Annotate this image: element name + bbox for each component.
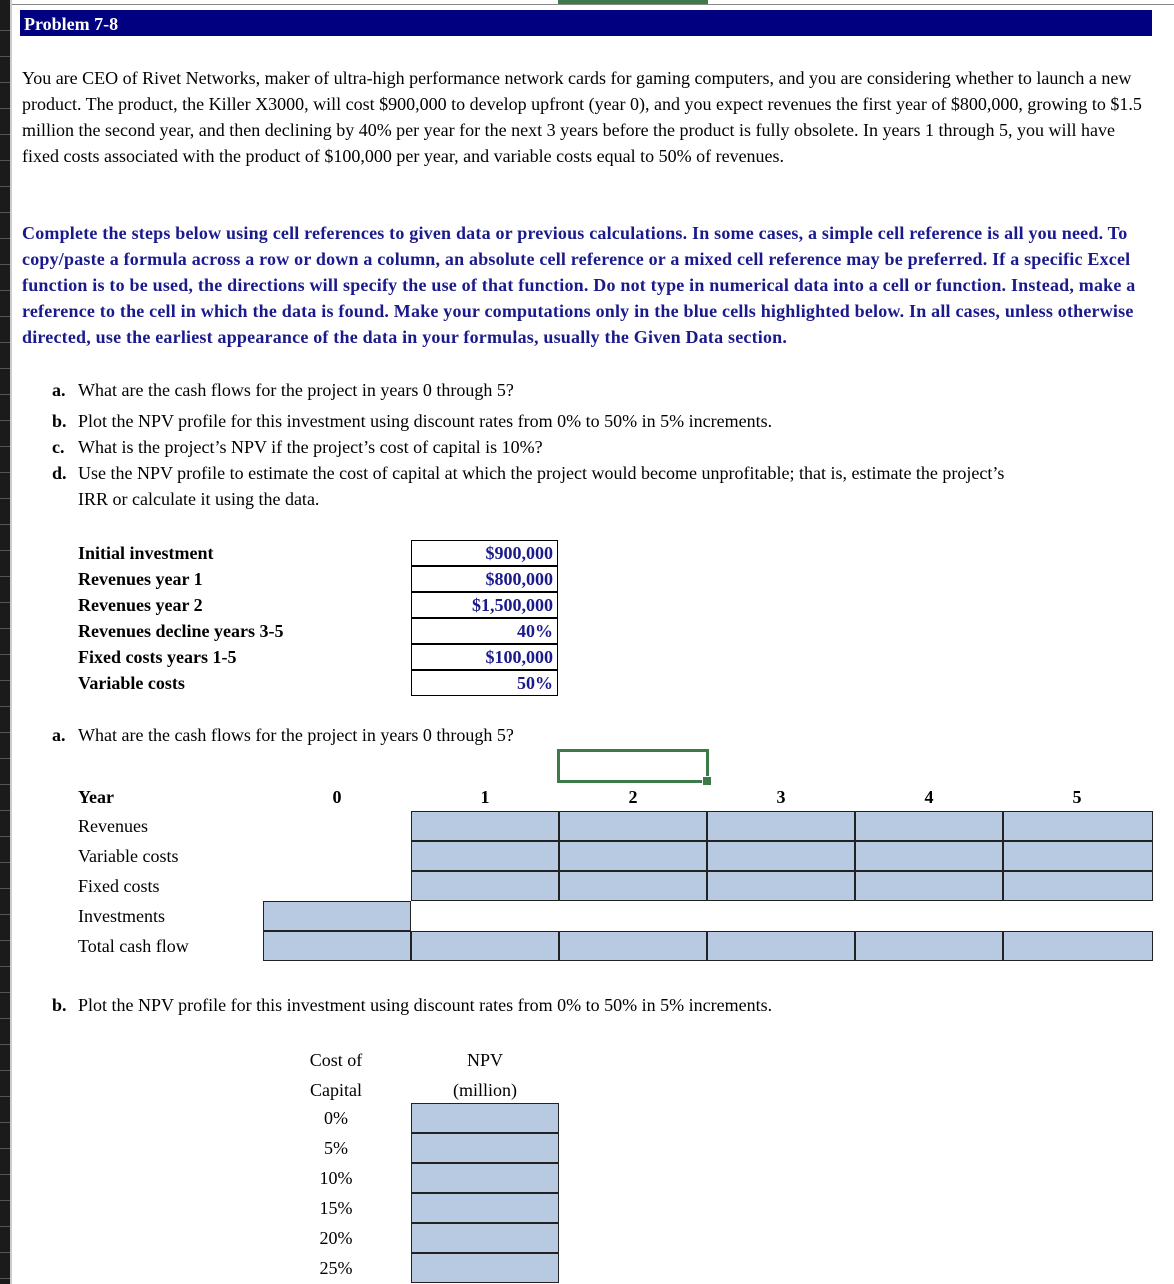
input-cell[interactable] — [1003, 871, 1153, 901]
q-letter: b. — [52, 411, 67, 431]
rate-label: 15% — [319, 1198, 353, 1218]
year-header: 1 — [480, 787, 490, 807]
rate-label: 25% — [319, 1258, 353, 1278]
input-cell[interactable] — [707, 811, 855, 841]
header-line: NPV — [466, 1050, 503, 1070]
input-cell[interactable] — [855, 811, 1003, 841]
instructions-paragraph: Complete the steps below using cell references to given data or previous calculations. In some cases, a simple cell reference is all you need. To copy/paste a formula across a row or down a column, an absolute cell reference or a mixed cell reference may be preferred. If a specific Excel function is to be used, the directions will specify the use of that function. Do not type in numerical data into a cell or function. Instead, make a reference to the cell in which the data is found. Make your computations only in the blue cells highlighted below. In all cases, unless otherwise directed, use the earliest appearance of the data in your formulas, usually the Given Data section. — [22, 223, 1136, 347]
year-header: 5 — [1072, 787, 1082, 807]
input-cell[interactable] — [707, 841, 855, 871]
given-value[interactable]: $1,500,000 — [411, 592, 558, 618]
given-value[interactable]: $100,000 — [411, 644, 558, 670]
npv-input-cell[interactable] — [411, 1163, 559, 1193]
input-cell[interactable] — [263, 931, 411, 961]
year-label: Year — [78, 787, 114, 807]
q-text: Use the NPV profile to estimate the cost of capital at which the project would become unprofitable; that is, estimate the project’s — [78, 463, 1005, 483]
input-cell[interactable] — [559, 841, 707, 871]
header-line: (million) — [453, 1080, 517, 1100]
npv-input-cell[interactable] — [411, 1133, 559, 1163]
npv-input-cell[interactable] — [411, 1223, 559, 1253]
input-cell[interactable] — [707, 931, 855, 961]
given-label: Variable costs — [78, 673, 185, 693]
npv-input-cell[interactable] — [411, 1253, 559, 1283]
question-d — [52, 460, 1152, 512]
given-value[interactable]: 40% — [411, 618, 558, 644]
row-label: Revenues — [78, 816, 148, 836]
input-cell[interactable] — [411, 811, 559, 841]
year-header: 0 — [332, 787, 342, 807]
given-label: Revenues decline years 3-5 — [78, 621, 284, 641]
selected-column-indicator — [558, 0, 708, 4]
row-label: Variable costs — [78, 846, 179, 866]
q-letter: d. — [52, 463, 67, 483]
input-cell[interactable] — [411, 931, 559, 961]
input-cell[interactable] — [411, 871, 559, 901]
input-cell[interactable] — [855, 871, 1003, 901]
input-cell[interactable] — [559, 811, 707, 841]
input-cell[interactable] — [855, 931, 1003, 961]
q-text-cont: IRR or calculate it using the data. — [78, 489, 320, 509]
row-header-gutter — [0, 0, 10, 1284]
rate-label: 10% — [319, 1168, 353, 1188]
given-label: Fixed costs years 1-5 — [78, 647, 237, 667]
rate-label: 0% — [324, 1108, 348, 1128]
question-a — [52, 377, 1152, 403]
q-text: What are the cash flows for the project in years 0 through 5? — [78, 725, 514, 745]
intro-paragraph: You are CEO of Rivet Networks, maker of ultra-high performance network cards for gaming computers, and you are considering whether to launch a new product. The product, the Killer X3000, will cost $900,000 to develop upfront (year 0), and you expect revenues the first year of $800,000, growing to $1.5 million the second year, and then declining by 40% per year for the next 3 years before the product is fully obsolete. In years 1 through 5, you will have fixed costs associated with the product of $100,000 per year, and variable costs equal to 50% of revenues. — [22, 68, 1142, 166]
year-header: 3 — [776, 787, 786, 807]
header-line: Capital — [310, 1080, 362, 1100]
npv-input-cell[interactable] — [411, 1103, 559, 1133]
input-cell[interactable] — [1003, 931, 1153, 961]
rate-label: 20% — [319, 1228, 353, 1248]
gutter-divider — [10, 0, 12, 1284]
given-value[interactable]: $800,000 — [411, 566, 558, 592]
q-letter: c. — [52, 437, 65, 457]
input-cell[interactable] — [559, 931, 707, 961]
row-label: Total cash flow — [78, 936, 189, 956]
cost-of-capital-header — [300, 1045, 372, 1105]
part-a-heading — [52, 722, 1152, 748]
q-letter: b. — [52, 995, 67, 1015]
q-text: Plot the NPV profile for this investment using discount rates from 0% to 50% in 5% increments. — [78, 411, 773, 431]
q-letter: a. — [52, 725, 66, 745]
q-text: What are the cash flows for the project in years 0 through 5? — [78, 380, 514, 400]
input-cell[interactable] — [855, 841, 1003, 871]
problem-title: Problem 7-8 — [20, 10, 1152, 36]
npv-header — [411, 1045, 559, 1105]
q-text: What is the project’s NPV if the project’s cost of capital is 10%? — [78, 437, 543, 457]
part-b-heading — [52, 992, 1152, 1018]
q-letter: a. — [52, 380, 66, 400]
question-b — [52, 408, 1152, 434]
header-line: Cost of — [309, 1050, 363, 1070]
rate-label: 5% — [324, 1138, 348, 1158]
question-c — [52, 434, 1152, 460]
given-value[interactable]: $900,000 — [411, 540, 558, 566]
row-label: Fixed costs — [78, 876, 160, 896]
q-text: Plot the NPV profile for this investment using discount rates from 0% to 50% in 5% increments. — [78, 995, 773, 1015]
given-label: Initial investment — [78, 543, 214, 563]
selected-cell[interactable] — [557, 749, 709, 783]
year-header: 4 — [924, 787, 934, 807]
input-cell[interactable] — [1003, 811, 1153, 841]
input-cell[interactable] — [559, 871, 707, 901]
input-cell[interactable] — [411, 841, 559, 871]
input-cell[interactable] — [1003, 841, 1153, 871]
input-cell[interactable] — [707, 871, 855, 901]
given-label: Revenues year 2 — [78, 595, 203, 615]
input-cell[interactable] — [263, 901, 411, 931]
npv-input-cell[interactable] — [411, 1193, 559, 1223]
given-value[interactable]: 50% — [411, 670, 558, 696]
year-header: 2 — [628, 787, 638, 807]
row-label: Investments — [78, 906, 165, 926]
given-label: Revenues year 1 — [78, 569, 203, 589]
